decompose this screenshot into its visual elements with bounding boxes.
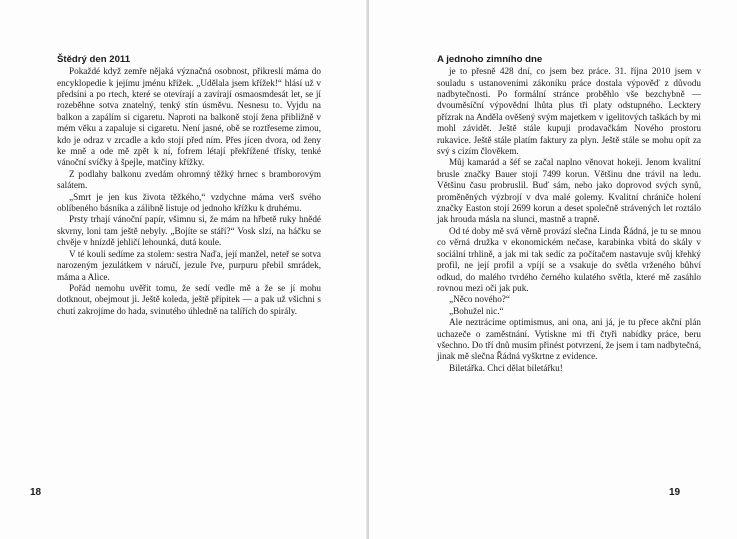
paragraph: „Smrt je jen kus života těžkého,“ vzdychne máma verš svého oblíbeného básníka a zálibně listuje od jednoho křížku k druhému. — [57, 191, 321, 214]
chapter-title: A jednoho zimního dne — [437, 54, 543, 65]
paragraph: Můj kamarád a šéf se začal naplno věnovat hokeji. Jenom kvalitní brusle značky Bauer stojí 7499 korun. Většinu dne trávil na ledu. Většinu času probruslil. Buď sám, nebo jako doprovod svých synů, proměněných výzbrojí v dva malé golemy. Kvalitní chrániče holení značky Easton stojí 2699 korun a deset společně strávených let roztálo jak hrouda másla na slunci, mastně a trapně. — [437, 157, 701, 225]
left-text-column — [57, 54, 321, 317]
paragraph: Biletářka. Chci dělat biletářku! — [449, 362, 563, 373]
paragraph: Prsty trhají vánoční papír, všimnu si, že mám na hřbetě ruky hnědé skvrny, loni tam ještě nebyly. „Bojíte se stáří?“ Vosk slzí, na háčku se chvěje v hnízdě jehličí lehounká, dutá koule. — [57, 214, 321, 248]
paragraph: Pořád nemohu uvěřit tomu, že sedí vedle mě a že se jí mohu dotknout, obejmout ji. Ještě koleda, ještě přípitek — a pak už všichni s chutí zakrojíme do hada, svinutého úhledně na talířích do spirály. — [57, 282, 321, 316]
paragraph: Pokaždé když zemře nějaká význačná osobnost, přikreslí máma do encyklopedie k jejímu jménu křížek. „Udělala jsem křížek!“ hlásí už v předsíni a po rtech, které se otevírají a zavírají osmaosmdesát let, se jí rozeběhne sotva znatelný, tenký stín úsměvu. Nesnesu to. Vyjdu na balkon a zapálím si cigaretu. Naproti na balkoně stojí žena přibližně v mém věku a zapaluje si cigaretu. Není jasné, obě se roztřeseme zimou, kdo je odraz v zrcadle a kdo stojí před ním. Přes jícen dvora, od ženy ke mně a ode mě zpět k ní, fofrem létají překřížené třísky, tenké vánoční svíčky à špejle, matčiny křížky. — [57, 66, 321, 168]
page-number: 18 — [30, 487, 42, 498]
page-number: 19 — [669, 487, 681, 498]
paragraph: Od té doby mě svá věrně provází slečna Linda Řádná, je tu se mnou co věrná družka v ekonomickém nečase, karabinka vbitá do skály v sociální trhlině, a jak mi tak sedíc za počítačem nastavuje svůj křehký profil, ne její profil a vpíjí se a vsakuje do světla vrženého bůhví odkud, do malého tvrdého černého kulatého světla, které mě zasáhlo rovnou mezi oči jak puk. — [437, 225, 701, 293]
paragraph: Ale neztrácíme optimismus, ani ona, ani já, je tu přece akční plán uchazeče o zaměstnání. Vytiskne mi tři čtyři nabídky práce, beru všechno. Do tří dnů musím přinést potvrzení, že jsem i tam nadbytečná, jinak mě slečna Řádná vyškrtne z evidence. — [437, 317, 701, 362]
paragraph: „Bohužel nic.“ — [449, 305, 504, 316]
paragraph: Z podlahy balkonu zvedám ohromný těžký hrnec s bramborovým salátem. — [57, 168, 321, 191]
chapter-title: Štědrý den 2011 — [57, 54, 131, 65]
left-page — [0, 0, 368, 539]
right-text-column — [437, 54, 701, 374]
right-page — [369, 0, 737, 539]
paragraph: je to přesně 428 dní, co jsem bez práce. 31. října 2010 jsem v souladu s ustanoveními zákoníku práce dostala výpověď z důvodu nadbytečnosti. Po formální stránce proběhlo vše bezchybně — dvouměsíční výpovědní lhůta plus tři platy odstupného. Lecktery přízrak na Anděla ověšený svým majetkem v igelitových taškách by mi mohl závidět. Ještě stále kupuji prodavačkám Nového prostoru rukavice. Ještě stále platím faktury za plyn. Ještě stále se mohu opít za svý s cizím člověkem. — [437, 66, 701, 157]
paragraph: V té kouli sedíme za stolem: sestra Naďa, její manžel, neteř se sotva narozeným jezulátkem v náručí, jezule řve, purpuru přebil smrádek, máma a Alice. — [57, 248, 321, 282]
paragraph: „Něco nového?“ — [449, 294, 510, 305]
